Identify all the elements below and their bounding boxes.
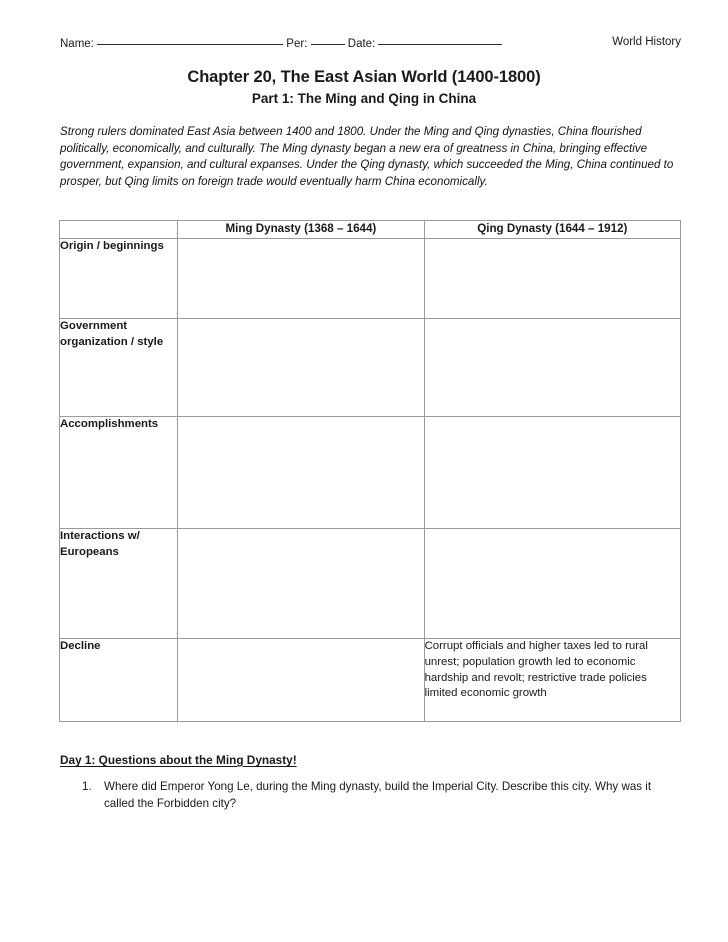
cell-qing-accomplishments[interactable] [424, 417, 680, 529]
header-cell-blank [60, 221, 178, 239]
cell-ming-origin[interactable] [178, 239, 424, 319]
row-label-accomplishments: Accomplishments [60, 417, 178, 529]
cell-qing-origin[interactable] [424, 239, 680, 319]
dynasty-comparison-table [59, 220, 681, 722]
intro-paragraph: Strong rulers dominated East Asia between 1400 and 1800. Under the Ming and Qing dynasties, China flourished politically, economically, and culturally. The Ming dynasty began a new era of greatness in China, bringing effective government, expansion, and cultural expanses. Under the Qing dynasty, which succeeded the Ming, China continued to prosper, but Qing limits on foreign trade would eventually harm China economically. [60, 125, 674, 188]
page-subtitle: Part 1: The Ming and Qing in China [251, 91, 477, 106]
cell-ming-decline[interactable] [178, 639, 424, 722]
header-cell-ming: Ming Dynasty (1368 – 1644) [178, 221, 424, 239]
date-blank-field[interactable] [378, 33, 502, 45]
date-label: Date: [347, 38, 376, 50]
table-row [60, 639, 681, 722]
table-row [60, 239, 681, 319]
questions-list [60, 779, 682, 816]
cell-qing-decline[interactable]: Corrupt officials and higher taxes led to rural unrest; population growth led to economic hardship and revolt; restrictive trade policies limited economic growth [424, 639, 680, 722]
cell-qing-government[interactable] [424, 319, 680, 417]
list-item [60, 779, 682, 812]
period-label: Per: [286, 38, 308, 50]
name-blank-field[interactable] [97, 33, 283, 45]
table-row [60, 417, 681, 529]
questions-heading: Day 1: Questions about the Ming Dynasty! [60, 753, 297, 767]
course-name: World History [612, 36, 681, 48]
row-label-origin: Origin / beginnings [60, 239, 178, 319]
question-text: Where did Emperor Yong Le, during the Ming dynasty, build the Imperial City. Describe this city. Why was it called the Forbidden city? [104, 780, 652, 810]
cell-ming-interactions[interactable] [178, 529, 424, 639]
name-label: Name: [60, 38, 94, 50]
page-title: Chapter 20, The East Asian World (1400-1800) [187, 68, 541, 86]
question-number: 1. [82, 780, 92, 793]
table-row [60, 319, 681, 417]
table-row [60, 529, 681, 639]
student-info-line [60, 33, 680, 51]
row-label-decline: Decline [60, 639, 178, 722]
row-label-government: Government organization / style [60, 319, 178, 417]
header-cell-qing: Qing Dynasty (1644 – 1912) [424, 221, 680, 239]
cell-qing-interactions[interactable] [424, 529, 680, 639]
cell-ming-government[interactable] [178, 319, 424, 417]
period-blank-field[interactable] [311, 33, 345, 45]
row-label-interactions: Interactions w/ Europeans [60, 529, 178, 639]
table-header-row [60, 221, 681, 239]
cell-ming-accomplishments[interactable] [178, 417, 424, 529]
